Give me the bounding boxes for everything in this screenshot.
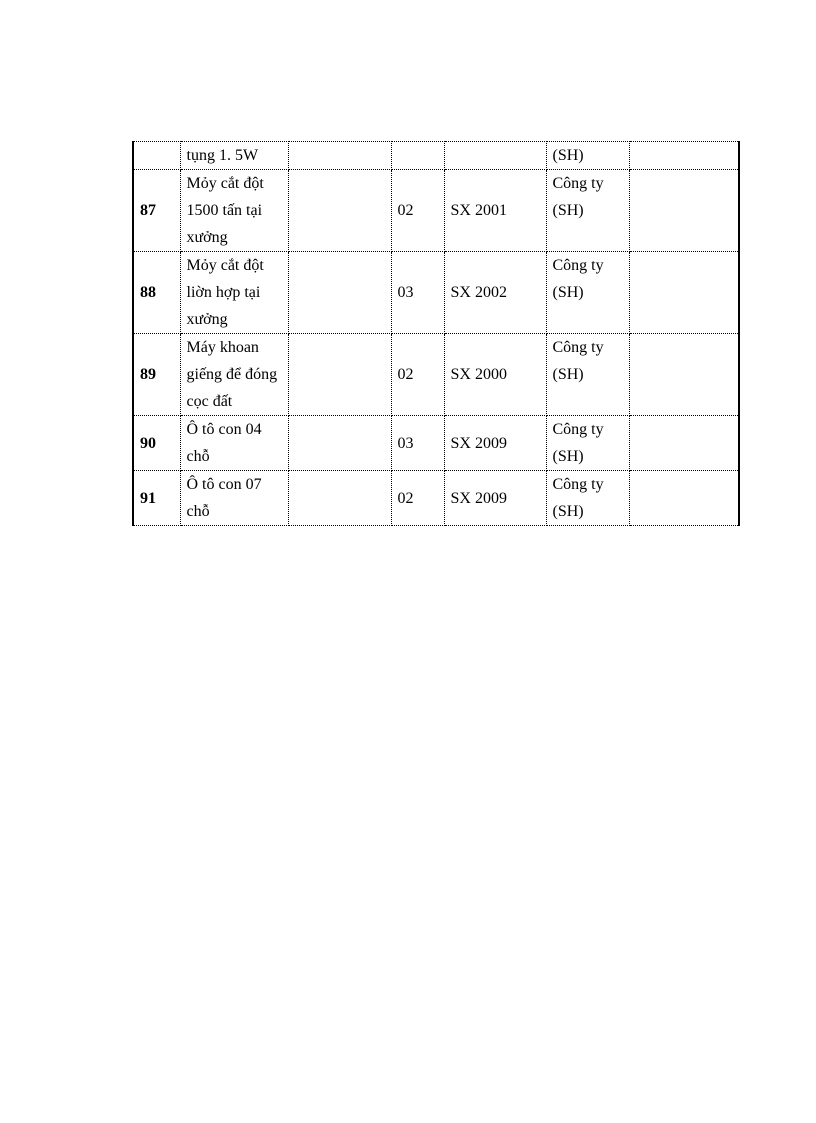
year-cell: SX 2009 [444,471,546,526]
quantity-cell: 02 [391,334,444,416]
equipment-name-cell: Máy khoan giếng để đóng cọc đất [180,334,288,416]
equipment-name-cell: tụng 1. 5W [180,142,288,170]
spec-cell [288,334,391,416]
note-cell [629,252,739,334]
equipment-name-cell: Ô tô con 04 chỗ [180,416,288,471]
owner-cell: (SH) [546,142,629,170]
owner-cell: Công ty (SH) [546,471,629,526]
equipment-table [132,141,740,526]
owner-cell: Công ty (SH) [546,334,629,416]
row-number-cell [133,142,180,170]
table-row [133,142,739,170]
note-cell [629,471,739,526]
equipment-name-cell: Ô tô con 07 chỗ [180,471,288,526]
spec-cell [288,416,391,471]
owner-cell: Công ty (SH) [546,416,629,471]
owner-cell: Công ty (SH) [546,252,629,334]
equipment-name-cell: Mỏy cắt đột liờn hợp tại xưởng [180,252,288,334]
note-cell [629,170,739,252]
row-number-cell: 88 [133,252,180,334]
table-row [133,252,739,334]
spec-cell [288,471,391,526]
spec-cell [288,170,391,252]
row-number-cell: 90 [133,416,180,471]
table-row [133,334,739,416]
table-row [133,416,739,471]
row-number-cell: 87 [133,170,180,252]
quantity-cell: 02 [391,471,444,526]
row-number-cell: 89 [133,334,180,416]
year-cell [444,142,546,170]
equipment-name-cell: Mỏy cắt đột 1500 tấn tại xưởng [180,170,288,252]
year-cell: SX 2001 [444,170,546,252]
note-cell [629,416,739,471]
year-cell: SX 2009 [444,416,546,471]
quantity-cell [391,142,444,170]
year-cell: SX 2002 [444,252,546,334]
quantity-cell: 03 [391,252,444,334]
year-cell: SX 2000 [444,334,546,416]
quantity-cell: 02 [391,170,444,252]
note-cell [629,142,739,170]
row-number-cell: 91 [133,471,180,526]
spec-cell [288,142,391,170]
table-row [133,170,739,252]
spec-cell [288,252,391,334]
note-cell [629,334,739,416]
owner-cell: Công ty (SH) [546,170,629,252]
table-row [133,471,739,526]
quantity-cell: 03 [391,416,444,471]
